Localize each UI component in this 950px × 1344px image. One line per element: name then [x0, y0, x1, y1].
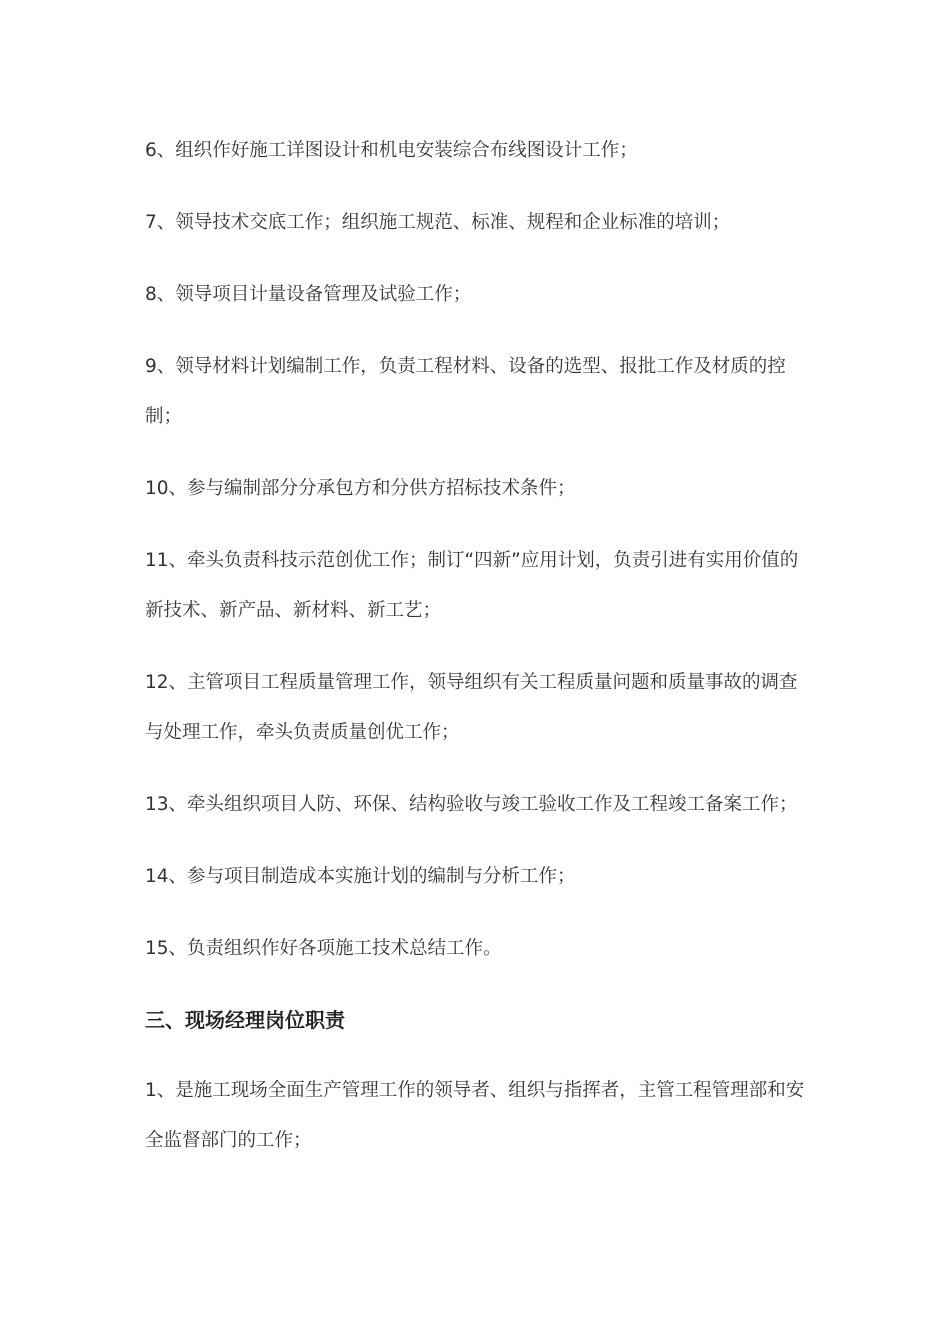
- list-item: 10、参与编制部分分承包方和分供方招标技术条件；: [145, 478, 576, 499]
- list-item: 6、组织作好施工详图设计和机电安装综合布线图设计工作；: [145, 140, 638, 161]
- list-item: 8、领导项目计量设备管理及试验工作；: [145, 284, 472, 305]
- list-item: 7、领导技术交底工作；组织施工规范、标准、规程和企业标准的培训；: [145, 212, 731, 233]
- section-heading: 三、现场经理岗位职责: [145, 1008, 345, 1032]
- list-item: 14、参与项目制造成本实施计划的编制与分析工作；: [145, 866, 576, 887]
- document-body: [145, 126, 815, 1188]
- list-item: 12、主管项目工程质量管理工作，领导组织有关工程质量问题和质量事故的调查与处理工作，牵头负责质量创优工作；: [145, 672, 798, 743]
- list-item: 9、领导材料计划编制工作，负责工程材料、设备的选型、报批工作及材质的控制；: [145, 356, 786, 427]
- list-item: 1、是施工现场全面生产管理工作的领导者、组织与指挥者，主管工程管理部和安全监督部门的工作；: [145, 1080, 805, 1151]
- list-item: 15、负责组织作好各项施工技术总结工作。: [145, 938, 502, 959]
- list-item: 11、牵头负责科技示范创优工作；制订“四新”应用计划，负责引进有实用价值的新技术、新产品、新材料、新工艺；: [145, 550, 799, 621]
- list-item: 13、牵头组织项目人防、环保、结构验收与竣工验收工作及工程竣工备案工作；: [145, 794, 798, 815]
